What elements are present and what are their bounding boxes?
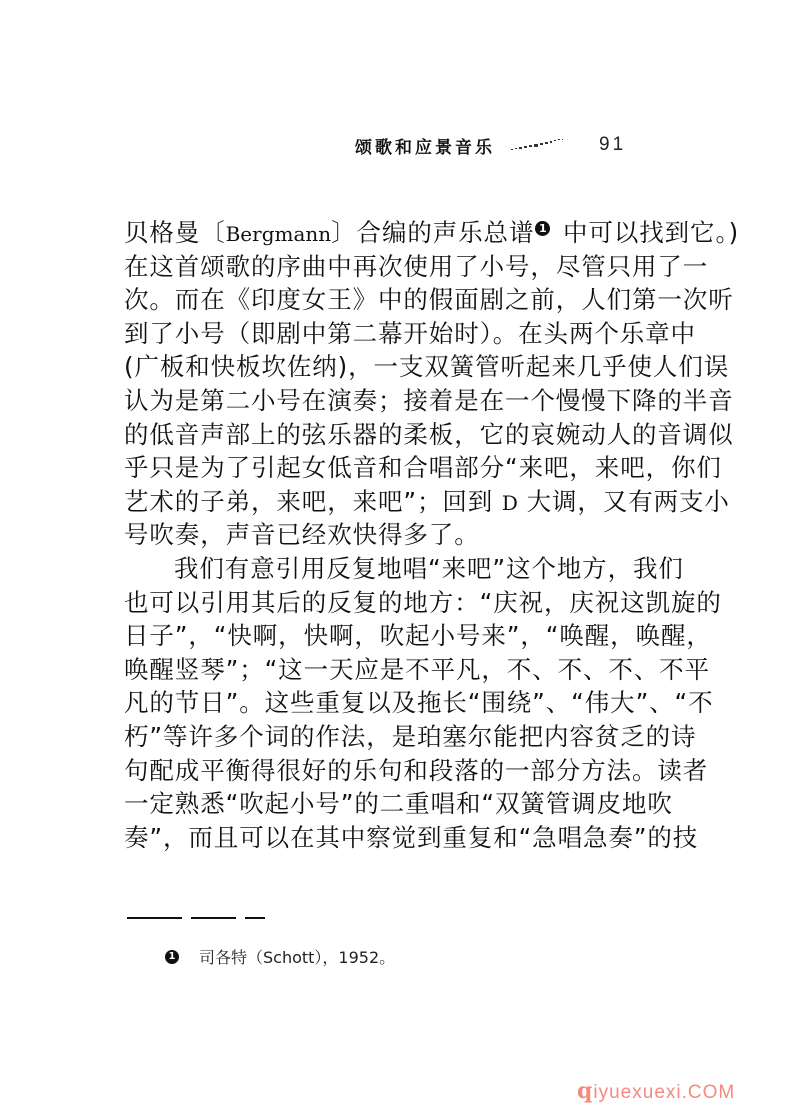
text-line: 朽”等许多个词的作法，是珀塞尔能把内容贫乏的诗 xyxy=(124,721,697,751)
latin-name: Bergmann xyxy=(225,222,332,246)
text-line: 的低音声部上的弦乐器的柔板，它的哀婉动人的音调似 xyxy=(124,419,734,449)
text-line: 一定熟悉“吹起小号”的二重唱和“双簧管调皮地吹 xyxy=(124,789,673,819)
text-line: 认为是第二小号在演奏；接着是在一个慢慢下降的半音 xyxy=(124,385,734,415)
site-watermark xyxy=(577,1078,735,1104)
text-line: (广板和快板坎佐纳)，一支双簧管听起来几乎使人们误 xyxy=(124,352,730,382)
key-letter: D xyxy=(501,490,518,515)
watermark-text: iyuexuexi.COM xyxy=(593,1082,736,1103)
text-line: 在这首颂歌的序曲中再次使用了小号，尽管只用了一 xyxy=(124,251,709,281)
watermark-first-letter: q xyxy=(577,1078,594,1104)
text-line xyxy=(124,216,740,250)
flourish-ornament-icon xyxy=(509,138,579,152)
page-number: 91 xyxy=(599,134,627,155)
text-segment: 艺术的子弟，来吧，来吧”；回到 xyxy=(124,486,502,516)
footnote xyxy=(165,945,395,968)
paragraph-start-line: 我们有意引用反复地唱“来吧”这个地方，我们 xyxy=(174,553,684,583)
text-line: 到了小号（即剧中第二幕开始时）。在头两个乐章中 xyxy=(124,318,696,348)
text-line: 句配成平衡得很好的乐句和段落的一部分方法。读者 xyxy=(124,755,709,785)
text-segment: 贝格曼〔 xyxy=(124,218,226,247)
running-title: 颂歌和应景音乐 xyxy=(355,137,495,158)
text-line: 乎只是为了引起女低音和合唱部分“来吧，来吧，你们 xyxy=(124,453,722,483)
footnote-reference-icon[interactable]: 1 xyxy=(535,221,550,236)
footnote-number-icon: 1 xyxy=(165,950,179,964)
footnote-divider xyxy=(127,917,265,919)
text-segment: 大调，又有两支小 xyxy=(517,486,730,516)
footnote-text: 司各特（Schott），1952。 xyxy=(199,948,396,967)
text-line: 号吹奏，声音已经欢快得多了。 xyxy=(124,520,480,550)
text-line: 奏”，而且可以在其中察觉到重复和“急唱急奏”的技 xyxy=(124,822,699,852)
text-segment: 中可以找到它。) xyxy=(554,218,740,247)
running-header xyxy=(355,131,626,159)
text-line: 凡的节日”。这些重复以及拖长“围绕”、“伟大”、“不 xyxy=(124,688,714,718)
text-line: 唤醒竖琴”；“这一天应是不平凡，不、不、不、不平 xyxy=(124,654,710,684)
text-line xyxy=(124,485,730,519)
body-text xyxy=(124,216,740,854)
text-segment: 〕合编的声乐总谱 xyxy=(331,218,535,247)
text-line: 也可以引用其后的反复的地方：“庆祝，庆祝这凯旋的 xyxy=(124,587,722,617)
text-line: 日子”，“快啊，快啊，吹起小号来”，“唤醒，唤醒， xyxy=(124,621,712,651)
text-line: 次。而在《印度女王》中的假面剧之前，人们第一次听 xyxy=(124,285,734,315)
